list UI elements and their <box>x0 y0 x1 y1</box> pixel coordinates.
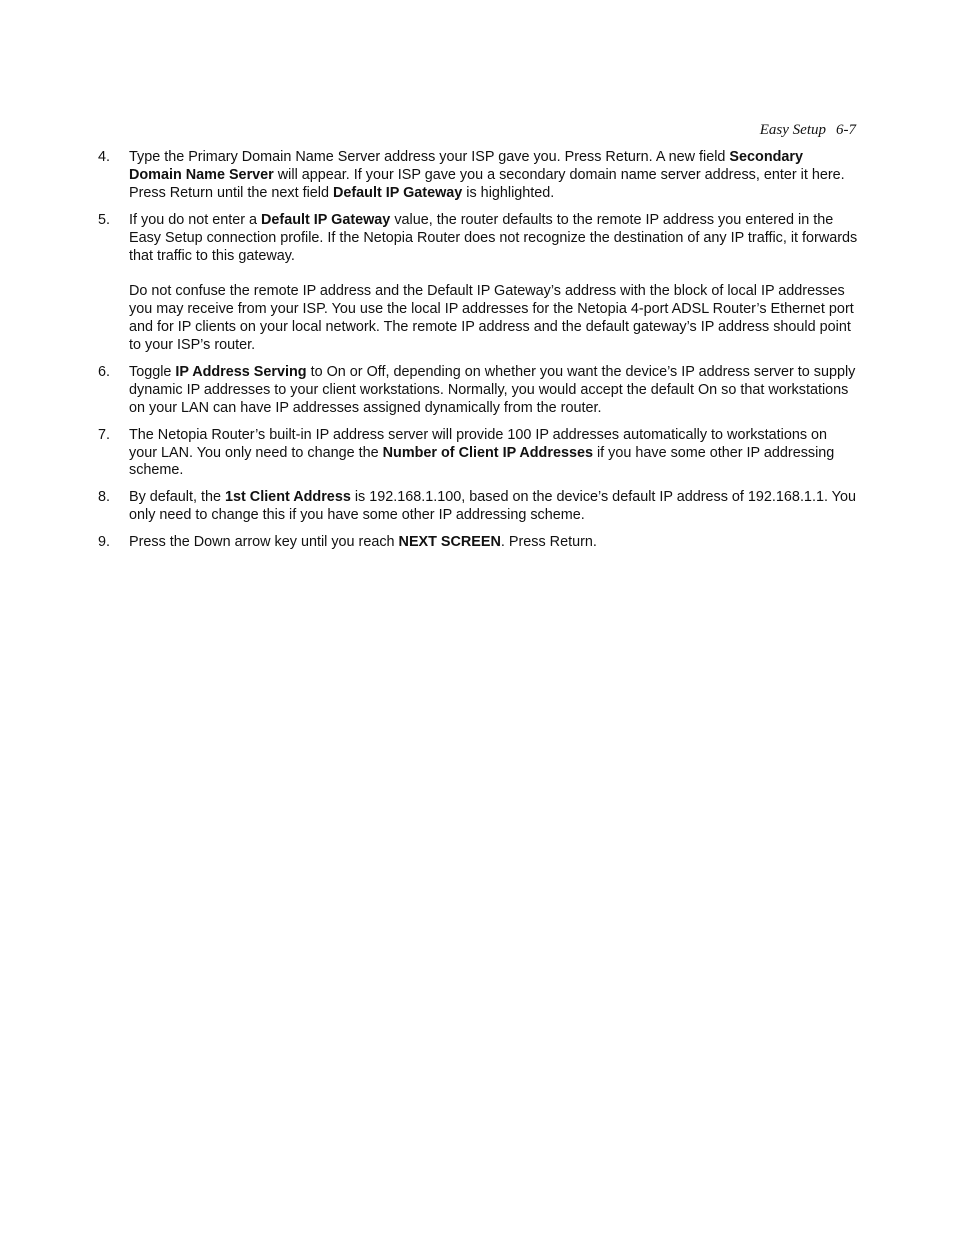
section-title: Easy Setup <box>759 122 826 138</box>
step-paragraph <box>129 427 858 481</box>
field-name-ip-address-serving: IP Address Serving <box>175 363 307 380</box>
step-9 <box>98 534 858 552</box>
step-text: if you have some other IP addressing scheme. <box>129 444 835 479</box>
step-text: Press the Down arrow key until you reach <box>129 534 399 551</box>
field-name-secondary-dns: Secondary Domain Name Server <box>129 149 804 183</box>
step-note-paragraph <box>129 283 858 355</box>
step-body <box>129 364 858 418</box>
step-body <box>129 534 858 552</box>
step-list <box>98 149 858 561</box>
step-number: 4. <box>98 149 111 165</box>
page-number: 6-7 <box>836 122 856 138</box>
step-number: 8. <box>98 489 111 506</box>
step-8 <box>98 489 858 525</box>
step-text: If you do not enter a <box>129 211 262 228</box>
step-paragraph <box>129 489 858 525</box>
field-name-default-gateway: Default IP Gateway <box>332 184 463 201</box>
running-header <box>760 120 856 140</box>
step-text: value, the router defaults to the remote IP address you entered in the Easy Setup connection profile. If the Netopia Router does not recognize the destination of any IP traffic, it forwards that traffic to this gateway. <box>129 211 858 264</box>
step-number: 7. <box>98 426 111 443</box>
step-text: to On or Off, depending on whether you want the device’s IP address server to supply dynamic IP addresses to your client workstations. Normally, you would accept the default On so that workstations on your LAN can have IP addresses assigned dynamically from the router. <box>129 363 856 416</box>
step-text: will appear. If your ISP gave you a secondary domain name server address, enter it here. Press Return until the next field <box>129 166 845 201</box>
step-body <box>129 427 858 481</box>
step-text: . Press Return. <box>500 534 597 551</box>
step-body <box>129 149 858 203</box>
step-text: Toggle <box>129 363 176 380</box>
step-body <box>129 489 858 525</box>
field-name-default-gateway: Default IP Gateway <box>261 211 391 228</box>
step-text: is highlighted. <box>462 184 555 201</box>
step-body <box>129 212 858 355</box>
step-text: By default, the <box>129 489 225 506</box>
step-paragraph <box>129 364 858 418</box>
step-7 <box>98 427 858 481</box>
field-name-next-screen: NEXT SCREEN <box>398 534 501 551</box>
step-text: Type the Primary Domain Name Server address your ISP gave you. Press Return. A new field <box>129 149 730 165</box>
step-4 <box>98 149 858 203</box>
step-6 <box>98 364 858 418</box>
field-name-first-client-address: 1st Client Address <box>225 489 351 506</box>
step-5 <box>98 212 858 355</box>
step-paragraph <box>129 212 858 266</box>
field-name-number-of-client-ips: Number of Client IP Addresses <box>382 444 593 461</box>
step-number: 9. <box>98 534 111 551</box>
step-number: 5. <box>98 211 111 228</box>
step-text: Do not confuse the remote IP address and the Default IP Gateway’s address with the block of local IP addresses you may receive from your ISP. You use the local IP addresses for the Netopia 4-port ADSL Router’s Ethernet port and for IP clients on your local network. The remote IP address and the default gateway’s IP address should point to your ISP’s router. <box>129 283 854 354</box>
step-text: The Netopia Router’s built-in IP address server will provide 100 IP addresses automatically to workstations on your LAN. You only need to change the <box>129 426 828 461</box>
step-paragraph <box>129 149 858 203</box>
step-paragraph <box>129 534 858 552</box>
step-text: is 192.168.1.100, based on the device’s default IP address of 192.168.1.1. You only need to change this if you have some other IP addressing scheme. <box>129 489 856 524</box>
step-number: 6. <box>98 363 111 380</box>
